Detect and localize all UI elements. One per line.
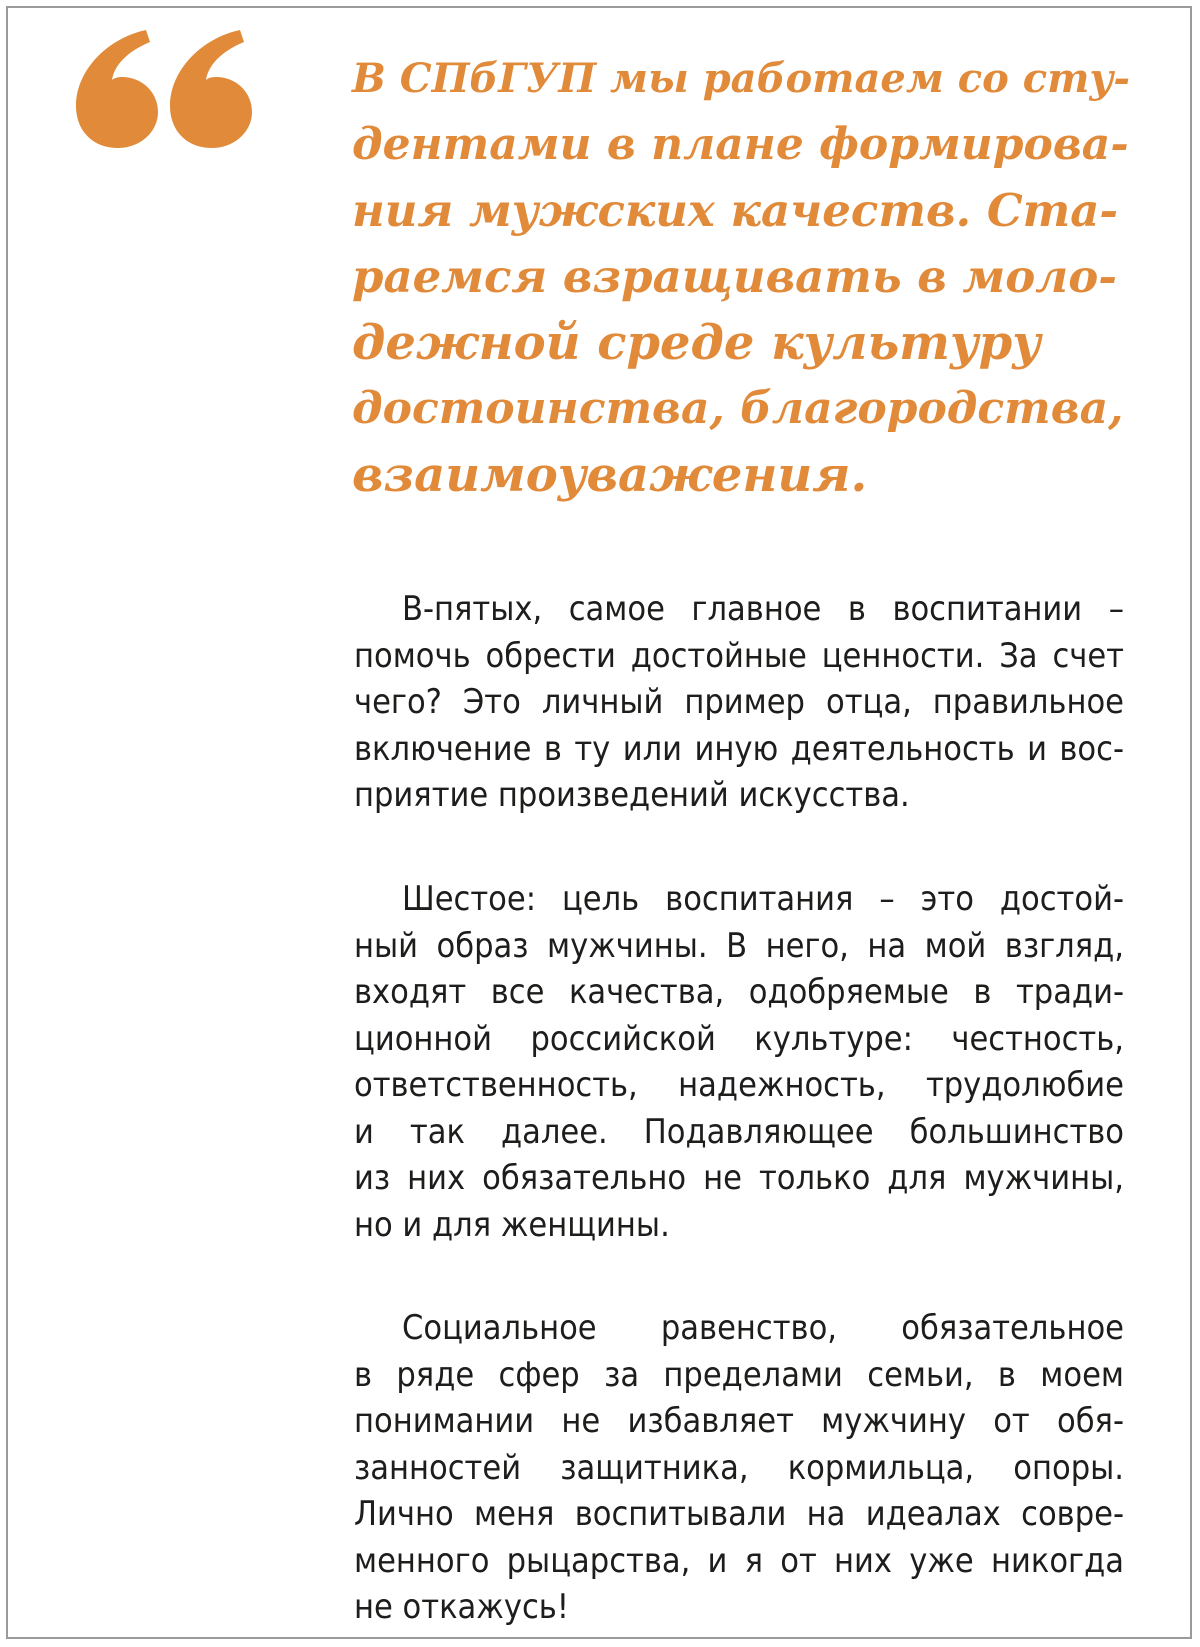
paragraph-fifth — [354, 586, 1124, 819]
quote-line: взаимоуважения. — [352, 447, 868, 503]
paragraph-line: но и для женщины. — [354, 1204, 670, 1245]
paragraph-line: включение в ту или иную деятельность и вос- — [354, 728, 1124, 769]
paragraph-line: чего? Это личный пример отца, правильное — [354, 682, 1124, 722]
paragraph-equality — [354, 1305, 1124, 1631]
paragraph-line: В-пятых, самое главное в воспитании – — [402, 589, 1124, 629]
paragraph-line: из них обязательно не только для мужчины, — [354, 1158, 1124, 1198]
paragraph-line: Шестое: цель воспитания – это достой- — [402, 879, 1124, 919]
paragraph-line: ный образ мужчины. В него, на мой взгляд, — [354, 925, 1124, 966]
quote-line: В СПбГУП мы работаем со сту- — [352, 55, 1130, 102]
quote-line: ния мужских качеств. Ста- — [352, 184, 1119, 237]
quote-line: дентами в плане формирова- — [352, 119, 1129, 170]
paragraph-line: занностей защитника, кормильца, опоры. — [354, 1447, 1124, 1488]
paragraph-line: ционной российской культуре: честность, — [354, 1018, 1124, 1059]
quote-line: раемся взращивать в моло- — [352, 250, 1117, 303]
paragraph-sixth — [354, 876, 1124, 1248]
quote-line: дежной среде культуру — [352, 315, 1041, 371]
paragraph-line: ответственность, надежность, трудолюбие — [354, 1065, 1124, 1105]
paragraph-line: Лично меня воспитывали на идеалах совре- — [354, 1494, 1124, 1534]
paragraph-line: входят все качества, одобряемые в тради- — [354, 972, 1124, 1012]
paragraph-line: менного рыцарства, и я от них уже никогда — [354, 1540, 1124, 1581]
paragraph-line: приятие произведений искусства. — [354, 775, 910, 815]
paragraph-line: и так далее. Подавляющее большинство — [354, 1111, 1124, 1152]
paragraph-line: Социальное равенство, обязательное — [402, 1308, 1124, 1348]
paragraph-line: понимании не избавляет мужчину от обя- — [354, 1401, 1124, 1441]
quote-line: достоинства, благородства, — [352, 383, 1124, 434]
paragraph-line: в ряде сфер за пределами семьи, в моем — [354, 1354, 1124, 1395]
open-quote-icon — [74, 30, 254, 150]
paragraph-line: помочь обрести достойные ценности. За счет — [354, 635, 1124, 676]
page-frame — [6, 6, 1192, 1639]
paragraph-line: не откажусь! — [354, 1587, 570, 1627]
pull-quote — [352, 46, 1132, 508]
